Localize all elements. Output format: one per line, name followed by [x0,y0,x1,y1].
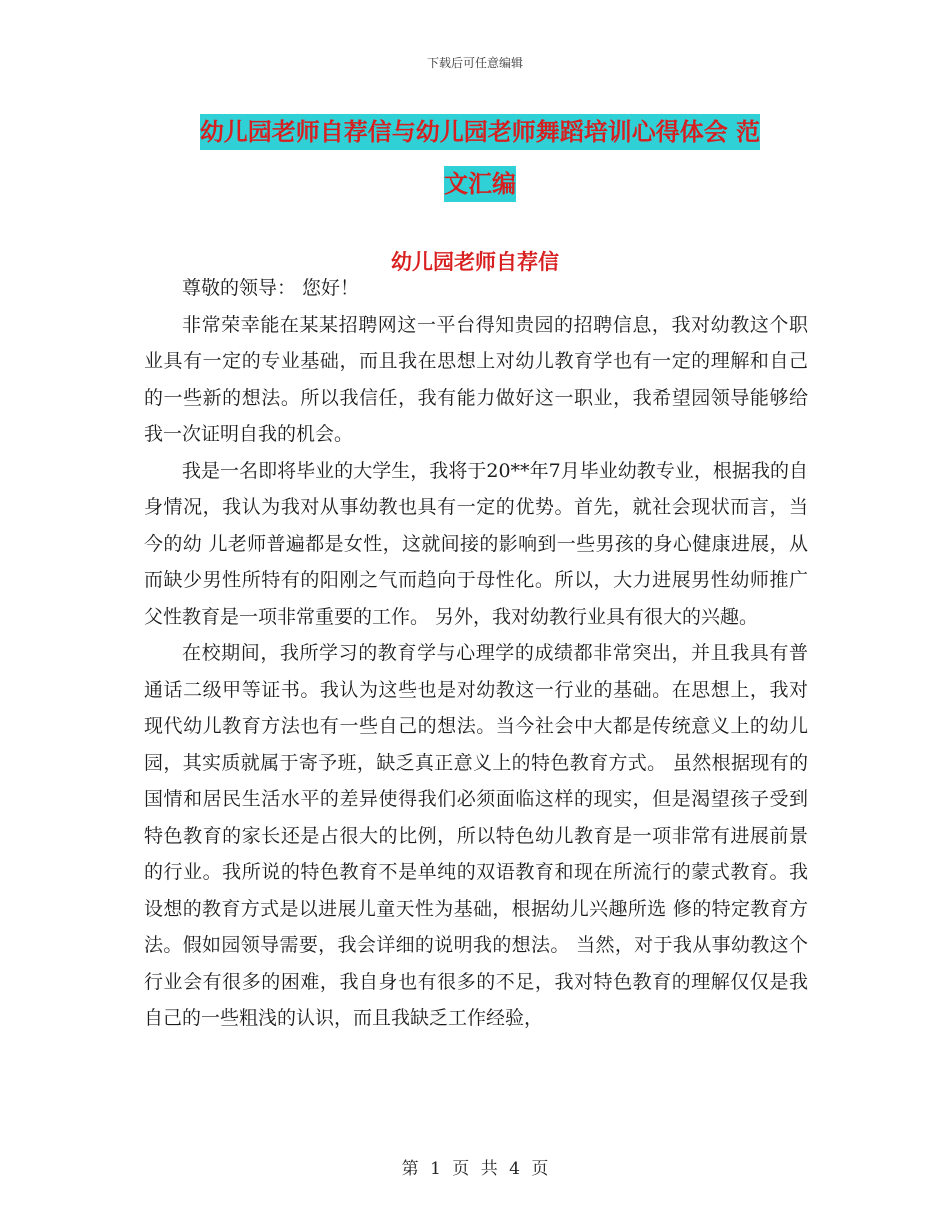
paragraph: 在校期间，我所学习的教育学与心理学的成绩都非常突出，并且我具有普通话二级甲等证书。我认为这些也是对幼教这一行业的基础。在思想上，我对现代幼儿教育方法也有一些自己的想法。当今社会中大都是传统意义上的幼儿园，其实质就属于寄予班，缺乏真正意义上的特色教育方式。 虽然根据现有的国情和居民生活水平的差异使得我们必须面临这样的现实，但是渴望孩子受到特色教育的家长还是占很大的比例，所以特色幼儿教育是一项非常有进展前景的行业。我所说的特色教育不是单纯的双语教育和现在所流行的蒙式教育。我设想的教育方式是以进展儿童天性为基础，根据幼儿兴趣所选 修的特定教育方法。假如园领导需要，我会详细的说明我的想法。 当然，对于我从事幼教这个行业会有很多的困难，我自身也有很多的不足，我对特色教育的理解仅仅是我自己的一些粗浅的认识，而且我缺乏工作经验， [144,642,808,1029]
document-title-line-2: 文汇编 [444,166,516,202]
page-header-note: 下载后可任意编辑 [426,56,523,70]
section-title: 幼儿园老师自荐信 [391,250,559,274]
page-number-footer: 第 1 页 共 4 页 [401,1159,549,1179]
document-title [140,106,820,210]
document-title-line-1: 幼儿园老师自荐信与幼儿园老师舞蹈培训心得体会 范 [200,114,760,150]
letter-body [144,270,808,1037]
paragraph: 非常荣幸能在某某招聘网这一平台得知贵园的招聘信息，我对幼教这个职业具有一定的专业基础，而且我在思想上对幼儿教育学也有一定的理解和自己的一些新的想法。所以我信任，我有能力做好这一职业，我希望园领导能够给我一次证明自我的机会。 [144,313,808,445]
paragraph: 我是一名即将毕业的大学生，我将于20**年7月毕业幼教专业，根据我的自身情况，我认为我对从事幼教也具有一定的优势。首先，就社会现状而言，当今的幼 儿老师普遍都是女性，这就间接的影响到一些男孩的身心健康进展，从而缺少男性所特有的阳刚之气而趋向于母性化。所以，大力进展男性幼师推广父性教育是一项非常重要的工作。 另外，我对幼教行业具有很大的兴趣。 [144,459,808,628]
salutation: 尊敬的领导： 您好！ [182,277,360,299]
